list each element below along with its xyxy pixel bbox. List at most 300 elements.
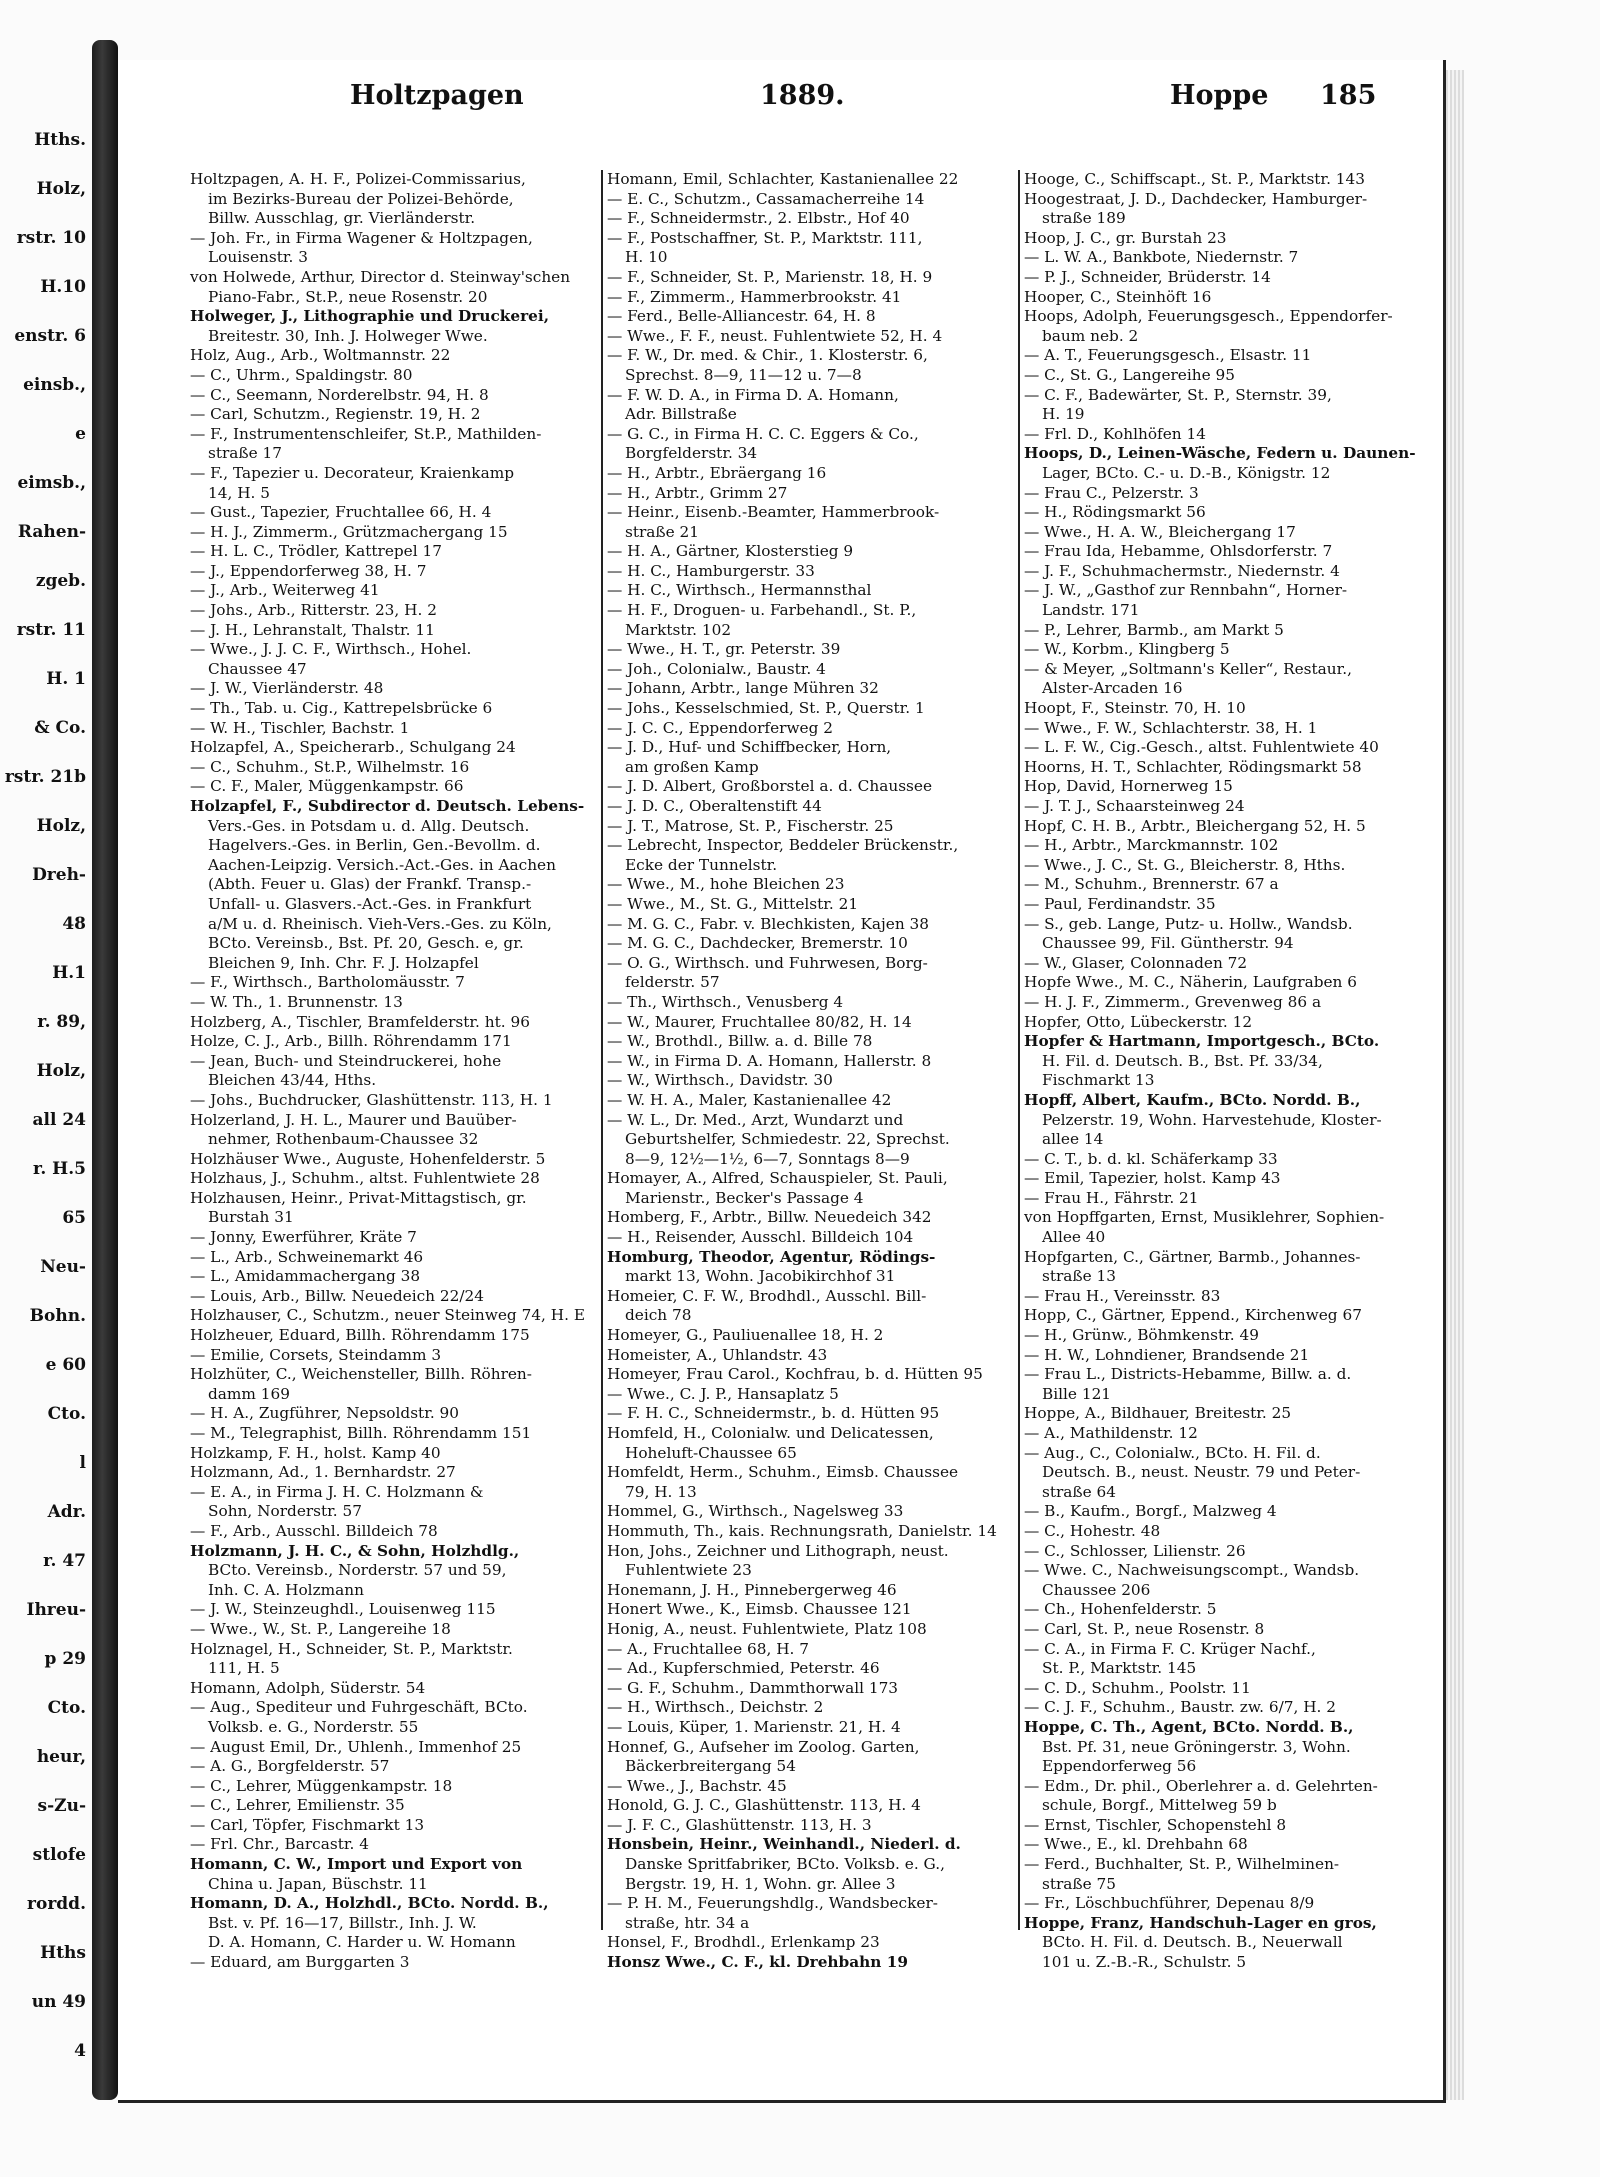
directory-entry-line: — P. J., Schneider, Brüderstr. 14: [1024, 267, 1271, 286]
left-page-text-fragment: eimsb.,: [17, 473, 86, 493]
directory-entry-line: — L., Arb., Schweinemarkt 46: [190, 1247, 424, 1266]
directory-entry-line: — J. T. J., Schaarsteinweg 24: [1024, 797, 1245, 815]
left-page-text-fragment: Holz,: [36, 179, 86, 199]
left-page-text-fragment: & Co.: [34, 718, 86, 738]
left-page-text-fragment: e 60: [45, 1355, 86, 1375]
directory-entry-line: — H. A., Gärtner, Klosterstieg 9: [607, 542, 854, 561]
directory-entry-line: — Joh. Fr., in Firma Wagener & Holtzpagen,: [190, 228, 533, 247]
directory-entry-line: straße 13: [1042, 1267, 1117, 1286]
directory-entry-line: markt 13, Wohn. Jacobikirchhof 31: [625, 1267, 896, 1286]
directory-entry-line: — Emil, Tapezier, holst. Kamp 43: [1024, 1169, 1281, 1188]
directory-entry-line: Homeyer, Frau Carol., Kochfrau, b. d. Hütten 95: [607, 1365, 983, 1384]
directory-entry-line: straße 17: [208, 444, 283, 463]
directory-entry-line: — C., Lehrer, Emilienstr. 35: [190, 1796, 405, 1815]
directory-entry-line: — H., Rödingsmarkt 56: [1024, 503, 1206, 522]
directory-entry-line: — P., Lehrer, Barmb., am Markt 5: [1024, 620, 1284, 639]
left-page-text-fragment: e: [75, 424, 86, 444]
directory-entry-line: Holzapfel, F., Subdirector d. Deutsch. Lebens-: [190, 797, 585, 815]
directory-entry-line: damm 169: [208, 1384, 290, 1403]
directory-entry-line: H. Fil. d. Deutsch. B., Bst. Pf. 33/34,: [1042, 1051, 1323, 1070]
directory-entry-line: Honnef, G., Aufseher im Zoolog. Garten,: [607, 1737, 920, 1756]
directory-entry-line: Honold, G. J. C., Glashüttenstr. 113, H. 4: [607, 1796, 921, 1815]
directory-entry-line: — C., Hohestr. 48: [1024, 1521, 1161, 1540]
directory-entry-line: Lager, BCto. C.- u. D.-B., Königstr. 12: [1042, 463, 1331, 482]
directory-entry-line: Sprechst. 8—9, 11—12 u. 7—8: [625, 365, 862, 384]
directory-entry-line: Burstah 31: [208, 1208, 294, 1227]
directory-entry-line: — F., Wirthsch., Bartholomäusstr. 7: [190, 973, 465, 992]
directory-entry-line: H. 19: [1042, 405, 1085, 424]
directory-entry-line: — F., Instrumentenschleifer, St.P., Mathilden-: [190, 424, 542, 443]
directory-entry-line: — J. D. Albert, Großborstel a. d. Chaussee: [607, 777, 933, 796]
directory-entry-line: — W., Maurer, Fruchtallee 80/82, H. 14: [607, 1012, 912, 1031]
directory-entry-line: — Aug., Spediteur und Fuhrgeschäft, BCto.: [190, 1698, 528, 1717]
directory-entry-line: Hopfgarten, C., Gärtner, Barmb., Johannes-: [1024, 1247, 1361, 1266]
directory-entry-line: — Carl, Schutzm., Regienstr. 19, H. 2: [190, 405, 481, 424]
directory-entry-line: 8—9, 12½—1½, 6—7, Sonntags 8—9: [625, 1149, 910, 1168]
left-page-text-fragment: rstr. 21b: [4, 767, 86, 787]
directory-entry-line: Hop, David, Hornerweg 15: [1024, 777, 1233, 796]
left-page-text-fragment: rordd.: [27, 1894, 86, 1914]
directory-entry-line: — H., Arbtr., Ebräergang 16: [607, 463, 827, 482]
directory-entry-line: — M., Schuhm., Brennerstr. 67 a: [1024, 875, 1279, 894]
directory-entry-line: — F. H. C., Schneidermstr., b. d. Hütten 95: [607, 1404, 940, 1423]
directory-entry-line: — J. W., Vierländerstr. 48: [190, 679, 384, 698]
directory-entry-line: — Ferd., Belle-Alliancestr. 64, H. 8: [607, 307, 876, 326]
directory-entry-line: Hoopt, F., Steinstr. 70, H. 10: [1024, 699, 1246, 718]
left-page-text-fragment: stlofe: [32, 1845, 86, 1865]
left-page-text-fragment: 48: [62, 914, 86, 934]
directory-column-3: [1024, 170, 1429, 1972]
directory-entry-line: Chaussee 99, Fil. Güntherstr. 94: [1042, 934, 1294, 953]
directory-entry-line: — C., Uhrm., Spaldingstr. 80: [190, 365, 413, 384]
directory-entry-line: — Frau C., Pelzerstr. 3: [1024, 483, 1199, 502]
directory-entry-line: — Frau H., Fährstr. 21: [1024, 1188, 1199, 1207]
directory-entry-line: — F., Zimmerm., Hammerbrookstr. 41: [607, 287, 902, 306]
directory-entry-line: Holzmann, J. H. C., & Sohn, Holzhdlg.,: [190, 1541, 520, 1560]
directory-entry-line: Honsz Wwe., C. F., kl. Drehbahn 19: [607, 1953, 909, 1972]
left-page-text-fragment: H.10: [40, 277, 86, 297]
directory-entry-line: — L., Amidammachergang 38: [190, 1267, 421, 1286]
directory-entry-line: Marktstr. 102: [625, 620, 732, 639]
directory-entry-line: Hoppe, Franz, Handschuh-Lager en gros,: [1024, 1913, 1377, 1932]
directory-entry-line: — L. F. W., Cig.-Gesch., altst. Fuhlentwiete 40: [1024, 738, 1379, 757]
directory-entry-line: — Ferd., Buchhalter, St. P., Wilhelminen-: [1024, 1855, 1340, 1874]
directory-entry-line: Bille 121: [1042, 1384, 1112, 1403]
directory-entry-line: Hoop, J. C., gr. Burstah 23: [1024, 228, 1227, 247]
directory-entry-line: 101 u. Z.-B.-R., Schulstr. 5: [1042, 1953, 1247, 1972]
directory-entry-line: — Frl. Chr., Barcastr. 4: [190, 1835, 369, 1854]
directory-entry-line: Chaussee 47: [208, 659, 307, 678]
directory-entry-line: Hoops, Adolph, Feuerungsgesch., Eppendorfer-: [1024, 307, 1393, 326]
directory-entry-line: Holtzpagen, A. H. F., Polizei-Commissarius,: [190, 170, 526, 188]
directory-entry-line: Holzapfel, A., Speicherarb., Schulgang 24: [190, 738, 516, 757]
directory-entry-line: — H., Grünw., Böhmkenstr. 49: [1024, 1326, 1259, 1345]
left-page-text-fragment: rstr. 11: [16, 620, 86, 640]
left-page-text-fragment: Rahen-: [17, 522, 86, 542]
directory-entry-line: — F., Arb., Ausschl. Billdeich 78: [190, 1521, 438, 1540]
directory-entry-line: — O. G., Wirthsch. und Fuhrwesen, Borg-: [607, 953, 928, 972]
directory-entry-line: — Fr., Löschbuchführer, Depenau 8/9: [1024, 1894, 1315, 1913]
page-number: 185: [1320, 80, 1377, 111]
directory-entry-line: Danske Spritfabriker, BCto. Volksb. e. G.,: [625, 1855, 945, 1874]
directory-entry-line: — Wwe., F. F., neust. Fuhlentwiete 52, H. 4: [607, 326, 943, 345]
directory-entry-line: am großen Kamp: [625, 757, 759, 776]
left-page-text-fragment: zgeb.: [35, 571, 86, 591]
directory-entry-line: Holzhausen, Heinr., Privat-Mittagstisch, gr.: [190, 1188, 527, 1207]
directory-entry-line: — Frau H., Vereinsstr. 83: [1024, 1286, 1221, 1305]
directory-entry-line: Breitestr. 30, Inh. J. Holweger Wwe.: [208, 326, 488, 345]
directory-entry-line: — A. T., Feuerungsgesch., Elsastr. 11: [1024, 346, 1312, 365]
directory-entry-line: H. 10: [625, 248, 668, 267]
directory-entry-line: Homann, Adolph, Süderstr. 54: [190, 1678, 426, 1697]
directory-entry-line: — P. H. M., Feuerungshdlg., Wandsbecker-: [607, 1894, 938, 1913]
left-page-text-fragment: Holz,: [36, 816, 86, 836]
directory-entry-line: schule, Borgf., Mittelweg 59 b: [1042, 1796, 1277, 1815]
left-page-text-fragment: Cto.: [47, 1698, 86, 1718]
left-page-text-fragment: H. 1: [46, 669, 86, 689]
directory-entry-line: Bst. v. Pf. 16—17, Billstr., Inh. J. W.: [208, 1913, 477, 1932]
directory-entry-line: Hooge, C., Schiffscapt., St. P., Marktstr. 143: [1024, 170, 1365, 188]
directory-entry-line: — W., Wirthsch., Davidstr. 30: [607, 1071, 833, 1090]
directory-entry-line: Ecke der Tunnelstr.: [625, 855, 778, 874]
directory-entry-line: Honig, A., neust. Fuhlentwiete, Platz 108: [607, 1619, 927, 1638]
directory-entry-line: Geburtshelfer, Schmiedestr. 22, Sprechst.: [625, 1130, 950, 1149]
directory-entry-line: Billw. Ausschlag, gr. Vierländerstr.: [208, 209, 476, 228]
directory-entry-line: — F., Tapezier u. Decorateur, Kraienkamp: [190, 463, 514, 482]
directory-entry-line: — & Meyer, „Soltmann's Keller“, Restaur.,: [1024, 659, 1352, 678]
directory-entry-line: — C. A., in Firma F. C. Krüger Nachf.,: [1024, 1639, 1316, 1658]
directory-entry-line: — Johs., Buchdrucker, Glashüttenstr. 113, H. 1: [190, 1090, 553, 1109]
directory-entry-line: Holznagel, H., Schneider, St. P., Marktstr.: [190, 1639, 513, 1658]
directory-entry-line: Landstr. 171: [1042, 601, 1140, 620]
directory-entry-line: — H., Reisender, Ausschl. Billdeich 104: [607, 1228, 914, 1247]
directory-entry-line: — Johann, Arbtr., lange Mühren 32: [607, 679, 879, 698]
directory-entry-line: a/M u. d. Rheinisch. Vieh-Vers.-Ges. zu Köln,: [208, 914, 552, 933]
directory-entry-line: — Ernst, Tischler, Schopenstehl 8: [1024, 1815, 1287, 1834]
directory-entry-line: China u. Japan, Büschstr. 11: [208, 1874, 428, 1893]
directory-entry-line: — F., Schneidermstr., 2. Elbstr., Hof 40: [607, 209, 910, 228]
directory-entry-line: — Wwe., H. T., gr. Peterstr. 39: [607, 640, 841, 659]
directory-entry-line: — F., Postschaffner, St. P., Marktstr. 111,: [607, 228, 923, 247]
directory-entry-line: — H., Arbtr., Grimm 27: [607, 483, 788, 502]
directory-entry-line: — Aug., C., Colonialw., BCto. H. Fil. d.: [1024, 1443, 1321, 1462]
directory-entry-line: baum neb. 2: [1042, 326, 1139, 345]
directory-entry-line: — J. C. C., Eppendorferweg 2: [607, 718, 833, 737]
directory-entry-line: — A. G., Borgfelderstr. 57: [190, 1757, 390, 1776]
directory-entry-line: Holzkamp, F. H., holst. Kamp 40: [190, 1443, 441, 1462]
directory-entry-line: — J. W., „Gasthof zur Rennbahn“, Horner-: [1024, 581, 1348, 600]
directory-entry-line: — E. A., in Firma J. H. C. Holzmann &: [190, 1482, 484, 1501]
directory-entry-line: — Ad., Kupferschmied, Peterstr. 46: [607, 1659, 880, 1678]
directory-entry-line: von Holwede, Arthur, Director d. Steinway'schen: [190, 267, 571, 286]
directory-entry-line: — Wwe., J. J. C. F., Wirthsch., Hohel.: [190, 640, 472, 659]
left-page-text-fragment: Hths: [40, 1943, 86, 1963]
directory-entry-line: 14, H. 5: [208, 483, 270, 502]
directory-entry-line: Eppendorferweg 56: [1042, 1757, 1197, 1776]
directory-entry-line: Honemann, J. H., Pinnebergerweg 46: [607, 1580, 897, 1599]
directory-entry-line: Homeier, C. F. W., Brodhdl., Ausschl. Bill-: [607, 1286, 927, 1305]
directory-entry-line: — Heinr., Eisenb.-Beamter, Hammerbrook-: [607, 503, 940, 522]
directory-entry-line: — Wwe., H. A. W., Bleichergang 17: [1024, 522, 1296, 541]
directory-entry-line: — Wwe., M., hohe Bleichen 23: [607, 875, 845, 894]
directory-entry-line: — H. L. C., Trödler, Kattrepel 17: [190, 542, 442, 561]
directory-entry-line: Hagelvers.-Ges. in Berlin, Gen.-Bevollm. d.: [208, 836, 541, 855]
directory-entry-line: Homberg, F., Arbtr., Billw. Neuedeich 342: [607, 1208, 932, 1227]
directory-entry-line: — H. C., Wirthsch., Hermannsthal: [607, 581, 872, 600]
directory-entry-line: — H., Arbtr., Marckmannstr. 102: [1024, 836, 1279, 855]
directory-entry-line: — C., Seemann, Norderelbstr. 94, H. 8: [190, 385, 489, 404]
directory-entry-line: Bergstr. 19, H. 1, Wohn. gr. Allee 3: [625, 1874, 896, 1893]
directory-column-2: [607, 170, 1012, 1972]
directory-entry-line: — Wwe., W., St. P., Langereihe 18: [190, 1619, 451, 1638]
directory-entry-line: Hoops, D., Leinen-Wäsche, Federn u. Daunen-: [1024, 444, 1416, 463]
directory-entry-line: — C. J. F., Schuhm., Baustr. zw. 6/7, H. 2: [1024, 1698, 1336, 1717]
left-page-text-fragment: r. 47: [43, 1551, 86, 1571]
directory-entry-line: Marienstr., Becker's Passage 4: [625, 1188, 864, 1207]
directory-entry-line: — W. H. A., Maler, Kastanienallee 42: [607, 1090, 892, 1109]
directory-entry-line: nehmer, Rothenbaum-Chaussee 32: [208, 1130, 479, 1149]
directory-entry-line: Hopfer & Hartmann, Importgesch., BCto.: [1024, 1032, 1380, 1051]
directory-entry-line: — W., in Firma D. A. Homann, Hallerstr. 8: [607, 1051, 932, 1070]
page-edge: [1446, 70, 1464, 2100]
directory-entry-line: — E. C., Schutzm., Cassamacherreihe 14: [607, 189, 925, 208]
directory-entry-line: — J. D. C., Oberaltenstift 44: [607, 797, 822, 815]
left-page-text-fragment: enstr. 6: [14, 326, 86, 346]
directory-entry-line: — H., Wirthsch., Deichstr. 2: [607, 1698, 824, 1717]
directory-entry-line: — Th., Wirthsch., Venusberg 4: [607, 992, 844, 1011]
left-page-text-fragment: un 49: [31, 1992, 86, 2012]
directory-entry-line: Holzheuer, Eduard, Billh. Röhrendamm 175: [190, 1326, 530, 1345]
directory-entry-line: Honsel, F., Brodhdl., Erlenkamp 23: [607, 1933, 880, 1952]
directory-entry-line: — F., Schneider, St. P., Marienstr. 18, H. 9: [607, 267, 933, 286]
directory-entry-line: Hopfer, Otto, Lübeckerstr. 12: [1024, 1012, 1253, 1031]
directory-entry-line: Volksb. e. G., Norderstr. 55: [208, 1717, 419, 1736]
directory-entry-line: Holzmann, Ad., 1. Bernhardstr. 27: [190, 1463, 456, 1482]
directory-entry-line: Hoorns, H. T., Schlachter, Rödingsmarkt 58: [1024, 757, 1362, 776]
directory-entry-line: Bleichen 43/44, Hths.: [208, 1071, 377, 1090]
directory-entry-line: Hommel, G., Wirthsch., Nagelsweg 33: [607, 1502, 904, 1521]
directory-entry-line: — J. F., Schuhmachermstr., Niedernstr. 4: [1024, 561, 1340, 580]
left-page-text-fragment: Hths.: [34, 130, 86, 150]
directory-entry-line: im Bezirks-Bureau der Polizei-Behörde,: [208, 189, 514, 208]
directory-entry-line: BCto. Vereinsb., Norderstr. 57 und 59,: [208, 1561, 507, 1580]
directory-entry-line: — W. H., Tischler, Bachstr. 1: [190, 718, 410, 737]
directory-entry-line: straße 21: [625, 522, 700, 541]
left-page-text-fragment: l: [79, 1453, 86, 1473]
left-page-text-fragment: s-Zu-: [37, 1796, 86, 1816]
directory-entry-line: Hoogestraat, J. D., Dachdecker, Hamburger-: [1024, 189, 1368, 208]
directory-entry-line: — J. H., Lehranstalt, Thalstr. 11: [190, 620, 435, 639]
directory-entry-line: Holzhäuser Wwe., Auguste, Hohenfelderstr. 5: [190, 1149, 546, 1168]
directory-entry-line: 79, H. 13: [625, 1482, 697, 1501]
directory-entry-line: — Wwe., C. J. P., Hansaplatz 5: [607, 1384, 839, 1403]
directory-entry-line: — J., Arb., Weiterweg 41: [190, 581, 380, 600]
directory-entry-line: Holzerland, J. H. L., Maurer und Bauüber-: [190, 1110, 517, 1129]
left-page-text-fragment: r. 89,: [37, 1012, 86, 1032]
directory-entry-line: — W. L., Dr. Med., Arzt, Wundarzt und: [607, 1110, 904, 1129]
directory-entry-line: — Wwe., M., St. G., Mittelstr. 21: [607, 894, 859, 913]
directory-entry-line: — C., Schlosser, Lilienstr. 26: [1024, 1541, 1246, 1560]
directory-entry-line: Fuhlentwiete 23: [625, 1561, 752, 1580]
directory-entry-line: — Frau L., Districts-Hebamme, Billw. a. d.: [1024, 1365, 1352, 1384]
left-page-text-fragment: Ihreu-: [26, 1600, 86, 1620]
directory-entry-line: — Wwe., F. W., Schlachterstr. 38, H. 1: [1024, 718, 1318, 737]
directory-entry-line: Adr. Billstraße: [625, 405, 737, 424]
column-divider: [601, 170, 603, 1930]
directory-entry-line: allee 14: [1042, 1130, 1104, 1149]
directory-entry-line: Homfeldt, Herm., Schuhm., Eimsb. Chaussee: [607, 1463, 959, 1482]
directory-entry-line: — C. F., Badewärter, St. P., Sternstr. 39,: [1024, 385, 1332, 404]
directory-entry-line: — F. W., Dr. med. & Chir., 1. Klosterstr. 6,: [607, 346, 928, 365]
directory-entry-line: — W., Korbm., Klingberg 5: [1024, 640, 1230, 659]
directory-entry-line: — Wwe. C., Nachweisungscompt., Wandsb.: [1024, 1561, 1360, 1580]
directory-entry-line: — H. F., Droguen- u. Farbehandl., St. P.,: [607, 601, 917, 620]
directory-entry-line: deich 78: [625, 1306, 692, 1325]
running-header: [210, 80, 1410, 120]
directory-entry-line: — M., Telegraphist, Billh. Röhrendamm 151: [190, 1424, 532, 1442]
directory-entry-line: Hooper, C., Steinhöft 16: [1024, 287, 1212, 306]
directory-entry-line: St. P., Marktstr. 145: [1042, 1659, 1197, 1678]
directory-entry-line: — W., Glaser, Colonnaden 72: [1024, 953, 1248, 972]
directory-entry-line: — Edm., Dr. phil., Oberlehrer a. d. Gelehrten-: [1024, 1776, 1378, 1795]
directory-entry-line: — W., Brothdl., Billw. a. d. Bille 78: [607, 1032, 873, 1051]
directory-entry-line: Louisenstr. 3: [208, 248, 308, 267]
directory-entry-line: Bleichen 9, Inh. Chr. F. J. Holzapfel: [208, 953, 479, 972]
directory-entry-line: Holz, Aug., Arb., Woltmannstr. 22: [190, 346, 451, 365]
directory-entry-line: Alster-Arcaden 16: [1042, 679, 1183, 698]
directory-entry-line: Hoppe, A., Bildhauer, Breitestr. 25: [1024, 1404, 1292, 1423]
directory-entry-line: Homann, Emil, Schlachter, Kastanienallee 22: [607, 170, 959, 188]
directory-entry-line: Hommuth, Th., kais. Rechnungsrath, Danielstr. 14: [607, 1521, 997, 1540]
directory-entry-line: — Carl, St. P., neue Rosenstr. 8: [1024, 1619, 1265, 1638]
directory-entry-line: — G. C., in Firma H. C. C. Eggers & Co.,: [607, 424, 919, 443]
directory-entry-line: Homeister, A., Uhlandstr. 43: [607, 1345, 828, 1364]
directory-entry-line: BCto. Vereinsb., Bst. Pf. 20, Gesch. e, gr.: [208, 934, 524, 953]
directory-entry-line: Holze, C. J., Arb., Billh. Röhrendamm 171: [190, 1032, 512, 1051]
directory-entry-line: von Hopffgarten, Ernst, Musiklehrer, Sophien-: [1024, 1208, 1385, 1227]
directory-entry-line: — Lebrecht, Inspector, Beddeler Brückenstr.,: [607, 836, 959, 855]
directory-entry-line: — Wwe., J., Bachstr. 45: [607, 1776, 787, 1795]
directory-entry-line: Hopfe Wwe., M. C., Näherin, Laufgraben 6: [1024, 973, 1358, 992]
directory-entry-line: — F. W. D. A., in Firma D. A. Homann,: [607, 385, 899, 404]
book-gutter: [92, 40, 118, 2100]
column-divider: [1018, 170, 1020, 1930]
directory-entry-line: — H. C., Hamburgerstr. 33: [607, 561, 815, 580]
directory-entry-line: Hopf, C. H. B., Arbtr., Bleichergang 52, H. 5: [1024, 816, 1366, 835]
directory-entry-line: — Johs., Kesselschmied, St. P., Querstr. 1: [607, 699, 925, 718]
directory-entry-line: straße 189: [1042, 209, 1126, 228]
directory-entry-line: — L. W. A., Bankbote, Niedernstr. 7: [1024, 248, 1299, 267]
directory-entry-line: Piano-Fabr., St.P., neue Rosenstr. 20: [208, 287, 488, 306]
right-running-head: Hoppe: [1170, 80, 1269, 111]
directory-entry-line: — Louis, Küper, 1. Marienstr. 21, H. 4: [607, 1717, 901, 1736]
directory-entry-line: Homeyer, G., Pauliuenallee 18, H. 2: [607, 1326, 884, 1345]
directory-entry-line: Honert Wwe., K., Eimsb. Chaussee 121: [607, 1600, 912, 1619]
directory-entry-line: Holzberg, A., Tischler, Bramfelderstr. ht. 96: [190, 1012, 530, 1031]
directory-entry-line: — M. G. C., Fabr. v. Blechkisten, Kajen 38: [607, 914, 930, 933]
directory-entry-line: Inh. C. A. Holzmann: [208, 1580, 364, 1599]
left-page-text-fragment: Dreh-: [32, 865, 86, 885]
directory-entry-line: — Th., Tab. u. Cig., Kattrepelsbrücke 6: [190, 699, 493, 718]
directory-entry-line: — Paul, Ferdinandstr. 35: [1024, 894, 1216, 913]
directory-entry-line: straße 64: [1042, 1482, 1117, 1501]
left-page-text-fragment: H.1: [52, 963, 86, 983]
directory-entry-line: — C. T., b. d. kl. Schäferkamp 33: [1024, 1149, 1278, 1168]
directory-entry-line: — A., Mathildenstr. 12: [1024, 1424, 1198, 1442]
directory-entry-line: Homann, D. A., Holzhdl., BCto. Nordd. B.,: [190, 1894, 549, 1913]
directory-entry-line: Hopp, C., Gärtner, Eppend., Kirchenweg 67: [1024, 1306, 1362, 1325]
directory-entry-line: — H. A., Zugführer, Nepsoldstr. 90: [190, 1404, 460, 1423]
directory-entry-line: Holweger, J., Lithographie und Druckerei,: [190, 307, 550, 326]
directory-entry-line: Borgfelderstr. 34: [625, 444, 758, 463]
directory-entry-line: — H. W., Lohndiener, Brandsende 21: [1024, 1345, 1310, 1364]
directory-column-1: [190, 170, 595, 1972]
directory-entry-line: — G. F., Schuhm., Dammthorwall 173: [607, 1678, 899, 1697]
directory-entry-line: — Ch., Hohenfelderstr. 5: [1024, 1600, 1217, 1619]
directory-entry-line: — Louis, Arb., Billw. Neuedeich 22/24: [190, 1286, 484, 1305]
directory-entry-line: — J. W., Steinzeughdl., Louisenweg 115: [190, 1600, 496, 1619]
directory-entry-line: Hopff, Albert, Kaufm., BCto. Nordd. B.,: [1024, 1090, 1361, 1109]
directory-entry-line: 111, H. 5: [208, 1659, 280, 1678]
directory-entry-line: — Carl, Töpfer, Fischmarkt 13: [190, 1815, 425, 1834]
directory-entry-line: — H. J. F., Zimmerm., Grevenweg 86 a: [1024, 992, 1322, 1011]
directory-entry-line: Holzhaus, J., Schuhm., altst. Fuhlentwiete 28: [190, 1169, 540, 1188]
directory-entry-line: — Emilie, Corsets, Steindamm 3: [190, 1345, 442, 1364]
directory-entry-line: Holzhauser, C., Schutzm., neuer Steinweg 74, H. E: [190, 1306, 586, 1325]
directory-entry-line: Hoheluft-Chaussee 65: [625, 1443, 797, 1462]
year-heading: 1889.: [760, 80, 845, 111]
directory-entry-line: D. A. Homann, C. Harder u. W. Homann: [208, 1933, 516, 1952]
directory-entry-line: — S., geb. Lange, Putz- u. Hollw., Wandsb.: [1024, 914, 1353, 933]
left-page-text-fragment: heur,: [36, 1747, 86, 1767]
directory-entry-line: Honsbein, Heinr., Weinhandl., Niederl. d.: [607, 1835, 961, 1854]
directory-entry-line: — Wwe., J. C., St. G., Bleicherstr. 8, Hths.: [1024, 855, 1346, 874]
directory-entry-line: — C. D., Schuhm., Poolstr. 11: [1024, 1678, 1251, 1697]
directory-entry-line: — Frl. D., Kohlhöfen 14: [1024, 424, 1206, 443]
directory-entry-line: Hon, Johs., Zeichner und Lithograph, neust.: [607, 1541, 949, 1560]
directory-entry-line: — C., Lehrer, Müggenkampstr. 18: [190, 1776, 453, 1795]
left-page-text-fragment: Cto.: [47, 1404, 86, 1424]
directory-entry-line: — C. F., Maler, Müggenkampstr. 66: [190, 777, 464, 796]
directory-entry-line: Deutsch. B., neust. Neustr. 79 und Peter-: [1042, 1463, 1361, 1482]
directory-entry-line: — J., Eppendorferweg 38, H. 7: [190, 561, 427, 580]
left-page-text-fragment: 4: [74, 2041, 86, 2061]
directory-entry-line: — J. D., Huf- und Schiffbecker, Horn,: [607, 738, 892, 757]
left-page-text-fragment: einsb.,: [23, 375, 86, 395]
directory-entry-line: Fischmarkt 13: [1042, 1071, 1155, 1090]
directory-entry-line: BCto. H. Fil. d. Deutsch. B., Neuerwall: [1042, 1933, 1343, 1952]
directory-entry-line: Allee 40: [1042, 1228, 1106, 1247]
directory-entry-line: — Eduard, am Burggarten 3: [190, 1953, 410, 1972]
left-page-text-fragment: Holz,: [36, 1061, 86, 1081]
left-page-text-fragment: all 24: [32, 1110, 86, 1130]
directory-entry-line: — A., Fruchtallee 68, H. 7: [607, 1639, 809, 1658]
directory-entry-line: — J. F. C., Glashüttenstr. 113, H. 3: [607, 1815, 872, 1834]
directory-entry-line: Homburg, Theodor, Agentur, Rödings-: [607, 1247, 936, 1266]
directory-entry-line: Homann, C. W., Import und Export von: [190, 1855, 523, 1874]
left-page-text-fragment: Bohn.: [29, 1306, 86, 1326]
left-page-text-fragment: Neu-: [40, 1257, 86, 1277]
directory-entry-line: Bäckerbreitergang 54: [625, 1757, 797, 1776]
directory-entry-line: (Abth. Feuer u. Glas) der Frankf. Transp.-: [208, 875, 532, 894]
directory-entry-line: — H. J., Zimmerm., Grützmachergang 15: [190, 522, 508, 541]
directory-entry-line: Bst. Pf. 31, neue Gröningerstr. 3, Wohn.: [1042, 1737, 1351, 1756]
directory-entry-line: Homfeld, H., Colonialw. und Delicatessen,: [607, 1424, 934, 1442]
directory-entry-line: Aachen-Leipzig. Versich.-Act.-Ges. in Aachen: [208, 855, 556, 874]
directory-entry-line: — Jonny, Ewerführer, Kräte 7: [190, 1228, 417, 1247]
directory-entry-line: Chaussee 206: [1042, 1580, 1151, 1599]
left-page-text-fragment: p 29: [44, 1649, 86, 1669]
